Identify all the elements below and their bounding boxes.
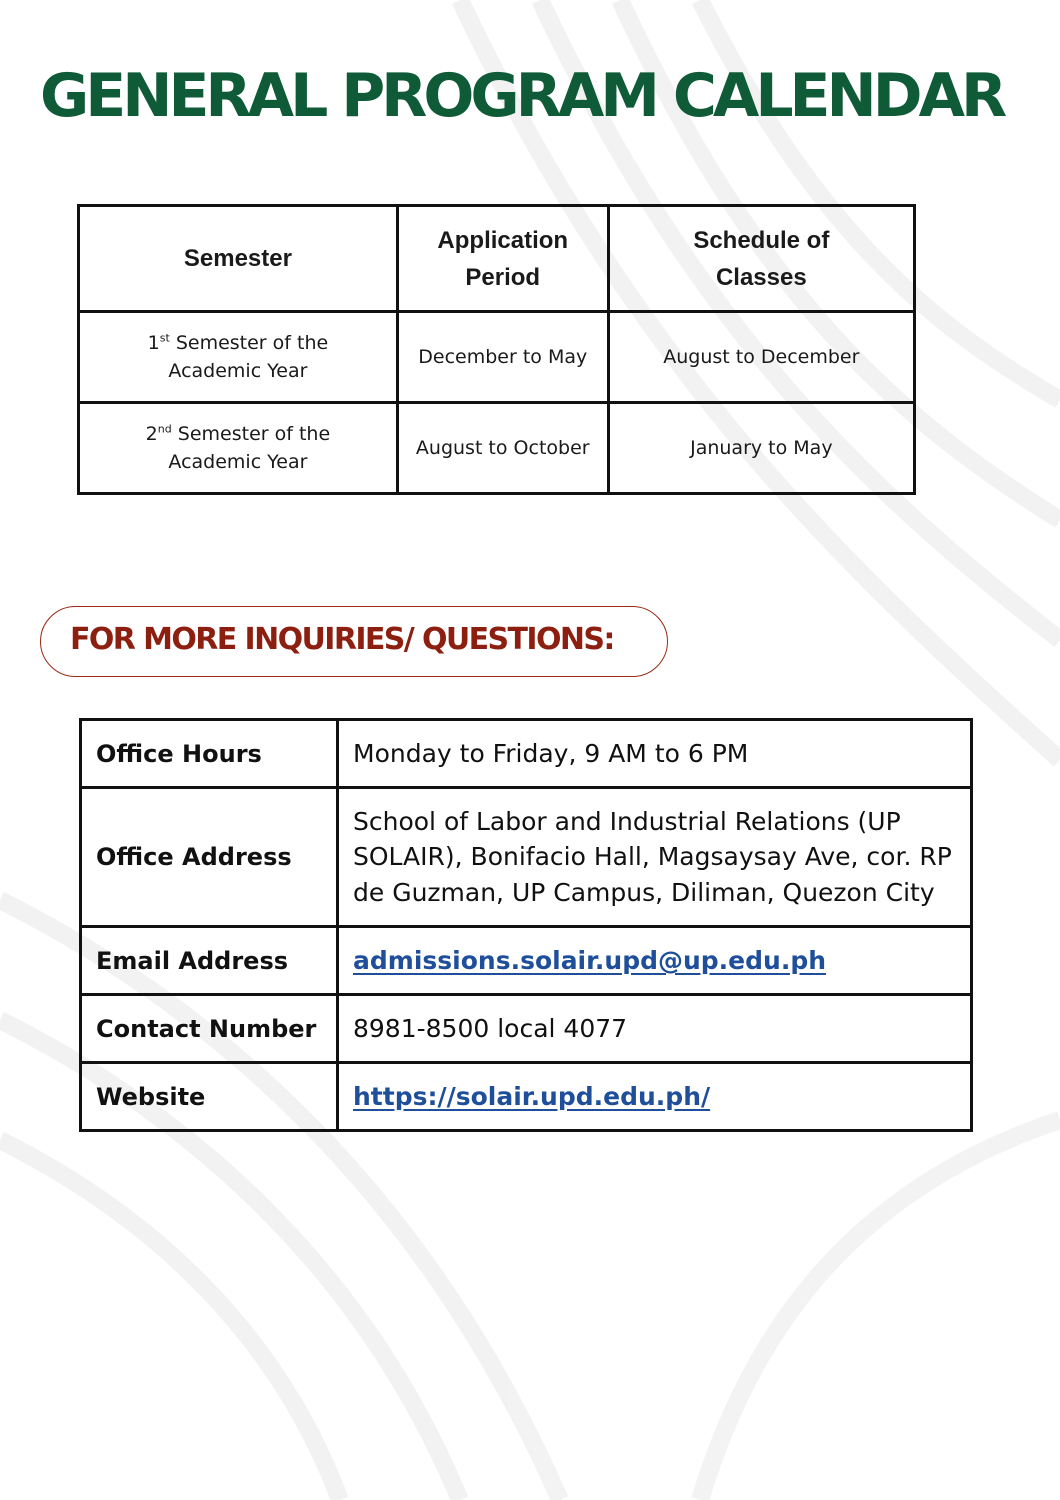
email-cell (338, 927, 972, 995)
calendar-row-first-semester (79, 312, 915, 403)
semester-text: Semester of the Academic Year (168, 423, 331, 473)
semester-number: 2 (145, 423, 158, 445)
info-row-website (81, 1063, 972, 1131)
semester-text: Semester of the Academic Year (168, 332, 329, 382)
info-label: Office Address (81, 788, 338, 927)
application-period-cell: August to October (397, 403, 608, 494)
schedule-cell: August to December (608, 312, 914, 403)
semester-ordinal: st (159, 331, 170, 345)
info-label: Website (81, 1063, 338, 1131)
info-label: Contact Number (81, 995, 338, 1063)
semester-cell (79, 403, 398, 494)
email-link[interactable]: admissions.solair.upd@up.edu.ph (353, 945, 827, 975)
calendar-header-row (79, 206, 915, 312)
contact-info-table (79, 718, 973, 1132)
header-schedule-of-classes: Schedule of Classes (608, 206, 914, 312)
info-label: Office Hours (81, 720, 338, 788)
schedule-cell: January to May (608, 403, 914, 494)
inquiries-heading: FOR MORE INQUIRIES/ QUESTIONS: (70, 622, 614, 657)
website-cell (338, 1063, 972, 1131)
info-label: Email Address (81, 927, 338, 995)
semester-ordinal: nd (157, 422, 172, 436)
inquiries-heading-pill (40, 606, 668, 677)
office-address-value: School of Labor and Industrial Relations (UP SOLAIR), Bonifacio Hall, Magsaysay Ave, cor. RP de Guzman, UP Campus, Diliman, Quezon City (338, 788, 972, 927)
info-row-contact-number (81, 995, 972, 1063)
calendar-row-second-semester (79, 403, 915, 494)
website-link[interactable]: https://solair.upd.edu.ph/ (353, 1081, 711, 1111)
semester-number: 1 (147, 332, 160, 354)
info-row-office-hours (81, 720, 972, 788)
page-title: GENERAL PROGRAM CALENDAR (40, 61, 1004, 131)
program-calendar-table (77, 204, 916, 495)
header-application-period: Application Period (397, 206, 608, 312)
header-semester: Semester (79, 206, 398, 312)
office-hours-value: Monday to Friday, 9 AM to 6 PM (338, 720, 972, 788)
info-row-email (81, 927, 972, 995)
semester-cell (79, 312, 398, 403)
contact-number-value: 8981-8500 local 4077 (338, 995, 972, 1063)
info-row-office-address (81, 788, 972, 927)
application-period-cell: December to May (397, 312, 608, 403)
